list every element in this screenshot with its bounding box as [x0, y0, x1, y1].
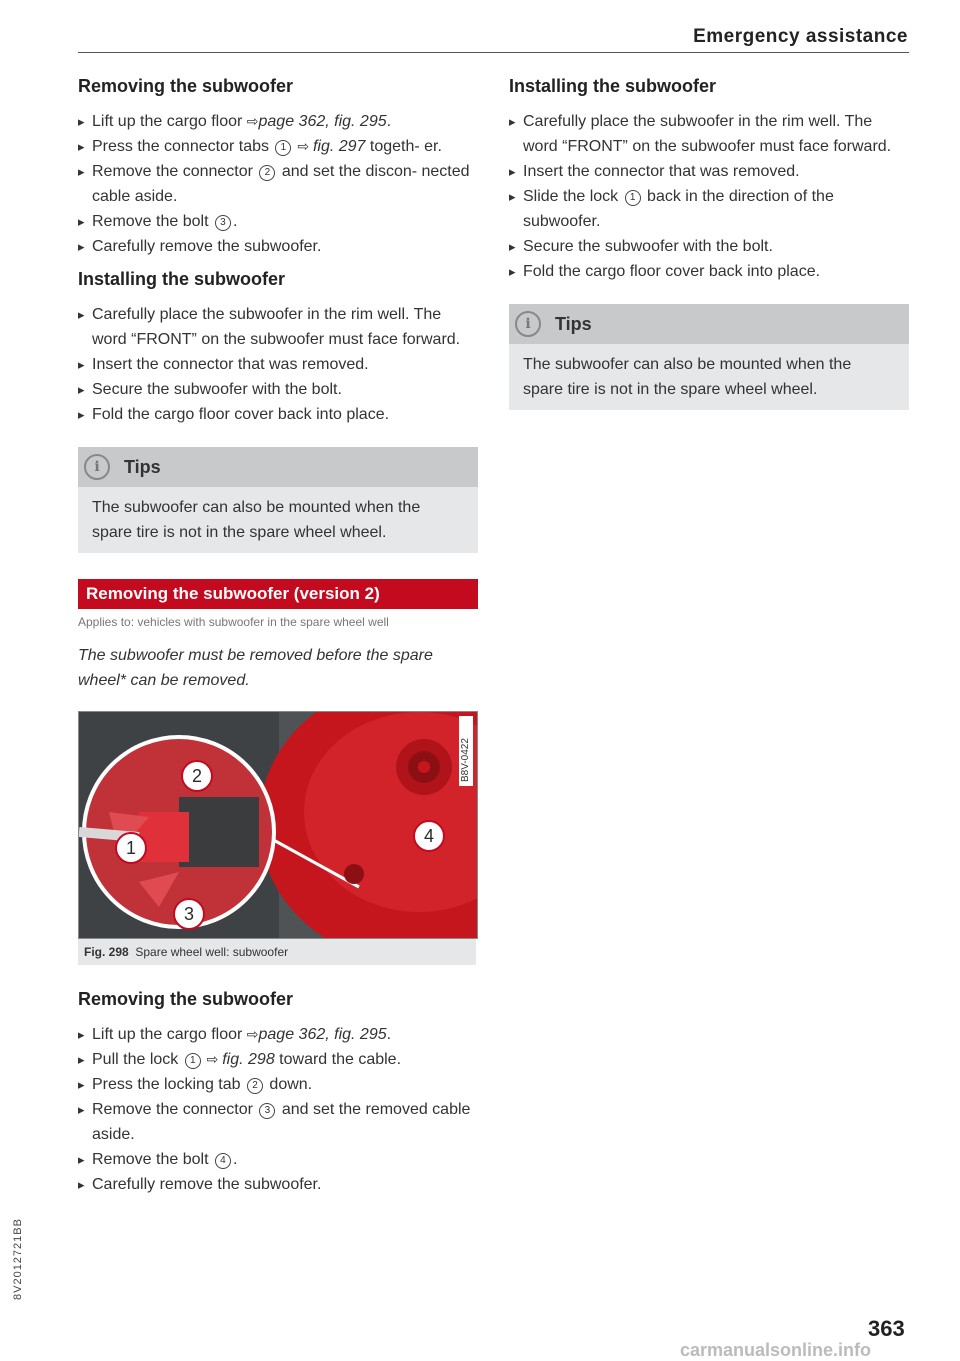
step: ▸ Secure the subwoofer with the bolt.	[78, 377, 478, 402]
fig-ref-link[interactable]: fig. 297	[312, 138, 366, 155]
info-icon: i	[515, 311, 541, 337]
callout-2: 2	[181, 760, 213, 792]
step: ▸ Carefully remove the subwoofer.	[78, 234, 478, 259]
step: ▸ Insert the connector that was removed.	[509, 159, 909, 184]
figure-code: B8V-0422	[459, 716, 473, 786]
callout-3: 3	[173, 898, 205, 930]
step: ▸ Lift up the cargo floor ⇨page 362, fig. 295.	[78, 109, 478, 134]
tips-box	[78, 447, 478, 553]
page-ref-link[interactable]: page 362, fig. 295	[258, 1026, 387, 1043]
step: ▸ Lift up the cargo floor ⇨page 362, fig. 295.	[78, 1022, 478, 1047]
callout-number: 4	[215, 1153, 231, 1169]
callout-number: 1	[625, 190, 641, 206]
callout-4: 4	[413, 820, 445, 852]
heading-install-subwoofer: Installing the subwoofer	[78, 269, 286, 289]
left-column	[78, 72, 478, 1207]
info-icon: i	[84, 454, 110, 480]
step: ▸ Fold the cargo floor cover back into place.	[78, 402, 478, 427]
version2-heading: Removing the subwoofer (version 2)	[78, 579, 478, 609]
heading-install-subwoofer-v2: Installing the subwoofer	[509, 76, 717, 96]
figure-spare-wheel-well	[78, 711, 478, 939]
callout-number: 2	[247, 1078, 263, 1094]
figure-caption: Fig. 298 Spare wheel well: subwoofer	[78, 939, 476, 965]
step: ▸ Insert the connector that was removed.	[78, 352, 478, 377]
step: ▸ Remove the bolt 3 .	[78, 209, 478, 234]
step: ▸ Pull the lock 1 ⇨ fig. 298 toward the cable.	[78, 1047, 478, 1072]
tips-header	[78, 447, 478, 487]
page-ref-link[interactable]: page 362, fig. 295	[258, 113, 387, 130]
callout-number: 1	[275, 140, 291, 156]
step: ▸ Slide the lock 1 back in the direction of the subwoofer.	[509, 184, 909, 234]
callout-number: 3	[215, 215, 231, 231]
step: ▸ Secure the subwoofer with the bolt.	[509, 234, 909, 259]
tips-box	[509, 304, 909, 410]
tips-label: Tips	[124, 456, 161, 477]
right-column	[509, 72, 909, 436]
heading-remove-subwoofer-v2: Removing the subwoofer	[78, 989, 294, 1009]
step: ▸ Remove the bolt 4 .	[78, 1147, 478, 1172]
step: ▸ Remove the connector 2 and set the discon- nected cable aside.	[78, 159, 478, 209]
intro-text: The subwoofer must be removed before the spare wheel* can be removed.	[78, 647, 433, 689]
install-steps	[78, 302, 478, 427]
page-number: 363	[868, 1316, 905, 1341]
doc-code: 8V2012721BB	[12, 1218, 24, 1300]
remove-steps	[78, 109, 478, 259]
step: ▸ Carefully place the subwoofer in the rim well. The word “FRONT” on the subwoofer must face forward.	[78, 302, 478, 352]
callout-number: 3	[259, 1103, 275, 1119]
step: ▸ Remove the connector 3 and set the removed cable aside.	[78, 1097, 478, 1147]
callout-number: 2	[259, 165, 275, 181]
applies-to: Applies to: vehicles with subwoofer in the spare wheel well	[78, 615, 389, 629]
tips-header	[509, 304, 909, 344]
callout-number: 1	[185, 1053, 201, 1069]
remove-steps-v2	[78, 1022, 478, 1197]
tips-label: Tips	[555, 313, 592, 334]
step: ▸ Fold the cargo floor cover back into place.	[509, 259, 909, 284]
arrow-right-icon: ⇨	[246, 1026, 259, 1042]
fig-ref-link[interactable]: fig. 298	[222, 1051, 275, 1068]
step: ▸ Carefully place the subwoofer in the rim well. The word “FRONT” on the subwoofer must face forward.	[509, 109, 909, 159]
header-rule	[78, 52, 909, 53]
section-title: Emergency assistance	[693, 26, 908, 47]
step: ▸ Press the connector tabs 1 ⇨ fig. 297 togeth- er.	[78, 134, 478, 159]
step: ▸ Carefully remove the subwoofer.	[78, 1172, 478, 1197]
install-steps-v2	[509, 109, 909, 284]
tips-body: The subwoofer can also be mounted when the spare tire is not in the spare wheel wheel.	[509, 344, 909, 410]
step: ▸ Press the locking tab 2 down.	[78, 1072, 478, 1097]
heading-remove-subwoofer: Removing the subwoofer	[78, 76, 294, 96]
watermark: carmanualsonline.info	[680, 1340, 872, 1360]
callout-1: 1	[115, 832, 147, 864]
arrow-right-icon: ⇨	[246, 113, 259, 129]
tips-body: The subwoofer can also be mounted when the spare tire is not in the spare wheel wheel.	[78, 487, 478, 553]
